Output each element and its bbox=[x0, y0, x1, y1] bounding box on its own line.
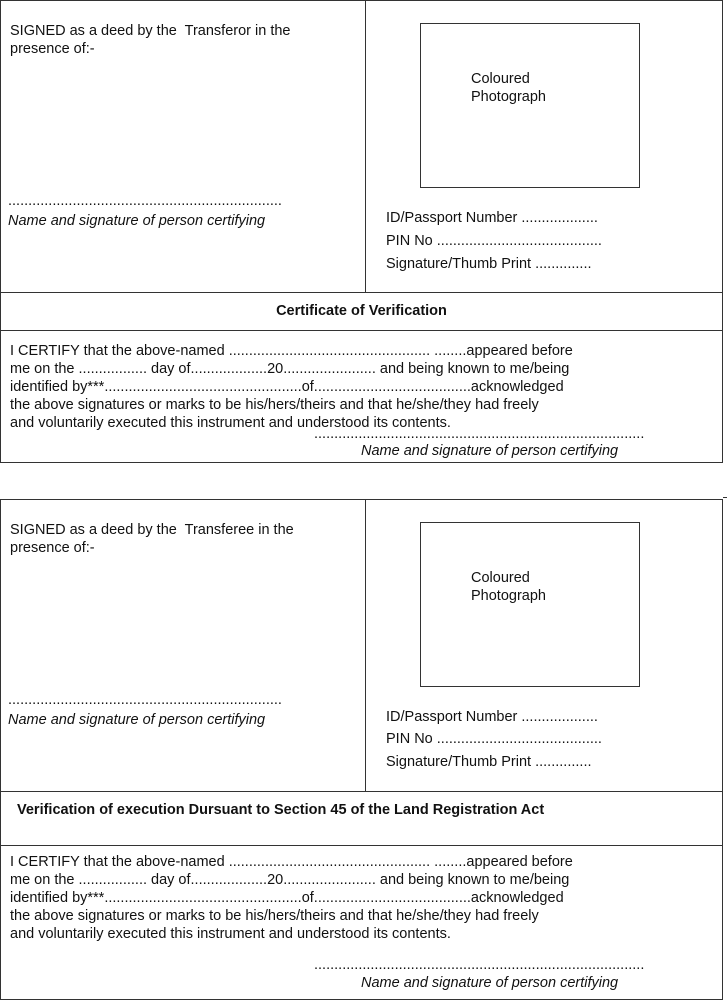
signature-thumb-field: Signature/Thumb Print .............. bbox=[386, 754, 592, 770]
transferee-section bbox=[0, 499, 723, 1000]
column-divider bbox=[365, 1, 366, 292]
certifier-signature-line: .................................................................................. bbox=[314, 426, 645, 442]
id-passport-field: ID/Passport Number ................... bbox=[386, 709, 598, 725]
verification-line-3: identified by***.................................................of.......................................acknowledged bbox=[10, 890, 564, 906]
section-divider bbox=[1, 330, 722, 331]
edge-mark bbox=[723, 497, 727, 498]
verification-title: Verification of execution Dursuant to Section 45 of the Land Registration Act bbox=[17, 802, 545, 818]
witness-signature-line: .................................................................... bbox=[8, 692, 282, 708]
certifier-caption: Name and signature of person certifying bbox=[361, 443, 619, 459]
certifier-signature-line: .................................................................................. bbox=[314, 957, 645, 973]
pin-field: PIN No ......................................... bbox=[386, 731, 602, 747]
witness-signature-line: .................................................................... bbox=[8, 193, 282, 209]
transferor-section bbox=[0, 0, 723, 463]
column-divider bbox=[365, 500, 366, 791]
section-divider bbox=[1, 845, 722, 846]
verification-line-4: the above signatures or marks to be his/hers/theirs and that he/she/they had freely bbox=[10, 908, 539, 924]
pin-field: PIN No ......................................... bbox=[386, 233, 602, 249]
verification-line-5: and voluntarily executed this instrument and understood its contents. bbox=[10, 926, 451, 942]
photo-placeholder bbox=[420, 23, 640, 188]
photo-label: Coloured Photograph bbox=[471, 570, 546, 604]
witness-caption: Name and signature of person certifying bbox=[8, 712, 266, 728]
section-divider bbox=[1, 791, 722, 792]
certificate-line-5: and voluntarily executed this instrument and understood its contents. bbox=[10, 415, 451, 431]
certificate-line-1: I CERTIFY that the above-named .................................................. ........appeared before bbox=[10, 343, 573, 359]
photo-label: Coloured Photograph bbox=[471, 71, 546, 105]
certifier-caption: Name and signature of person certifying bbox=[361, 975, 619, 991]
signature-thumb-field: Signature/Thumb Print .............. bbox=[386, 256, 592, 272]
photo-placeholder bbox=[420, 522, 640, 687]
id-passport-field: ID/Passport Number ................... bbox=[386, 210, 598, 226]
certificate-title: Certificate of Verification bbox=[276, 303, 447, 319]
certificate-line-2: me on the ................. day of...................20....................... and being known to me/being bbox=[10, 361, 570, 377]
transferee-signed-text: SIGNED as a deed by the Transferee in the presence of:- bbox=[10, 522, 294, 556]
certificate-line-4: the above signatures or marks to be his/hers/theirs and that he/she/they had freely bbox=[10, 397, 539, 413]
verification-line-1: I CERTIFY that the above-named .................................................. ........appeared before bbox=[10, 854, 573, 870]
witness-caption: Name and signature of person certifying bbox=[8, 213, 266, 229]
transferor-signed-text: SIGNED as a deed by the Transferor in the presence of:- bbox=[10, 23, 291, 57]
verification-line-2: me on the ................. day of...................20....................... and being known to me/being bbox=[10, 872, 570, 888]
certificate-line-3: identified by***.................................................of.......................................acknowledged bbox=[10, 379, 564, 395]
section-divider bbox=[1, 292, 722, 293]
